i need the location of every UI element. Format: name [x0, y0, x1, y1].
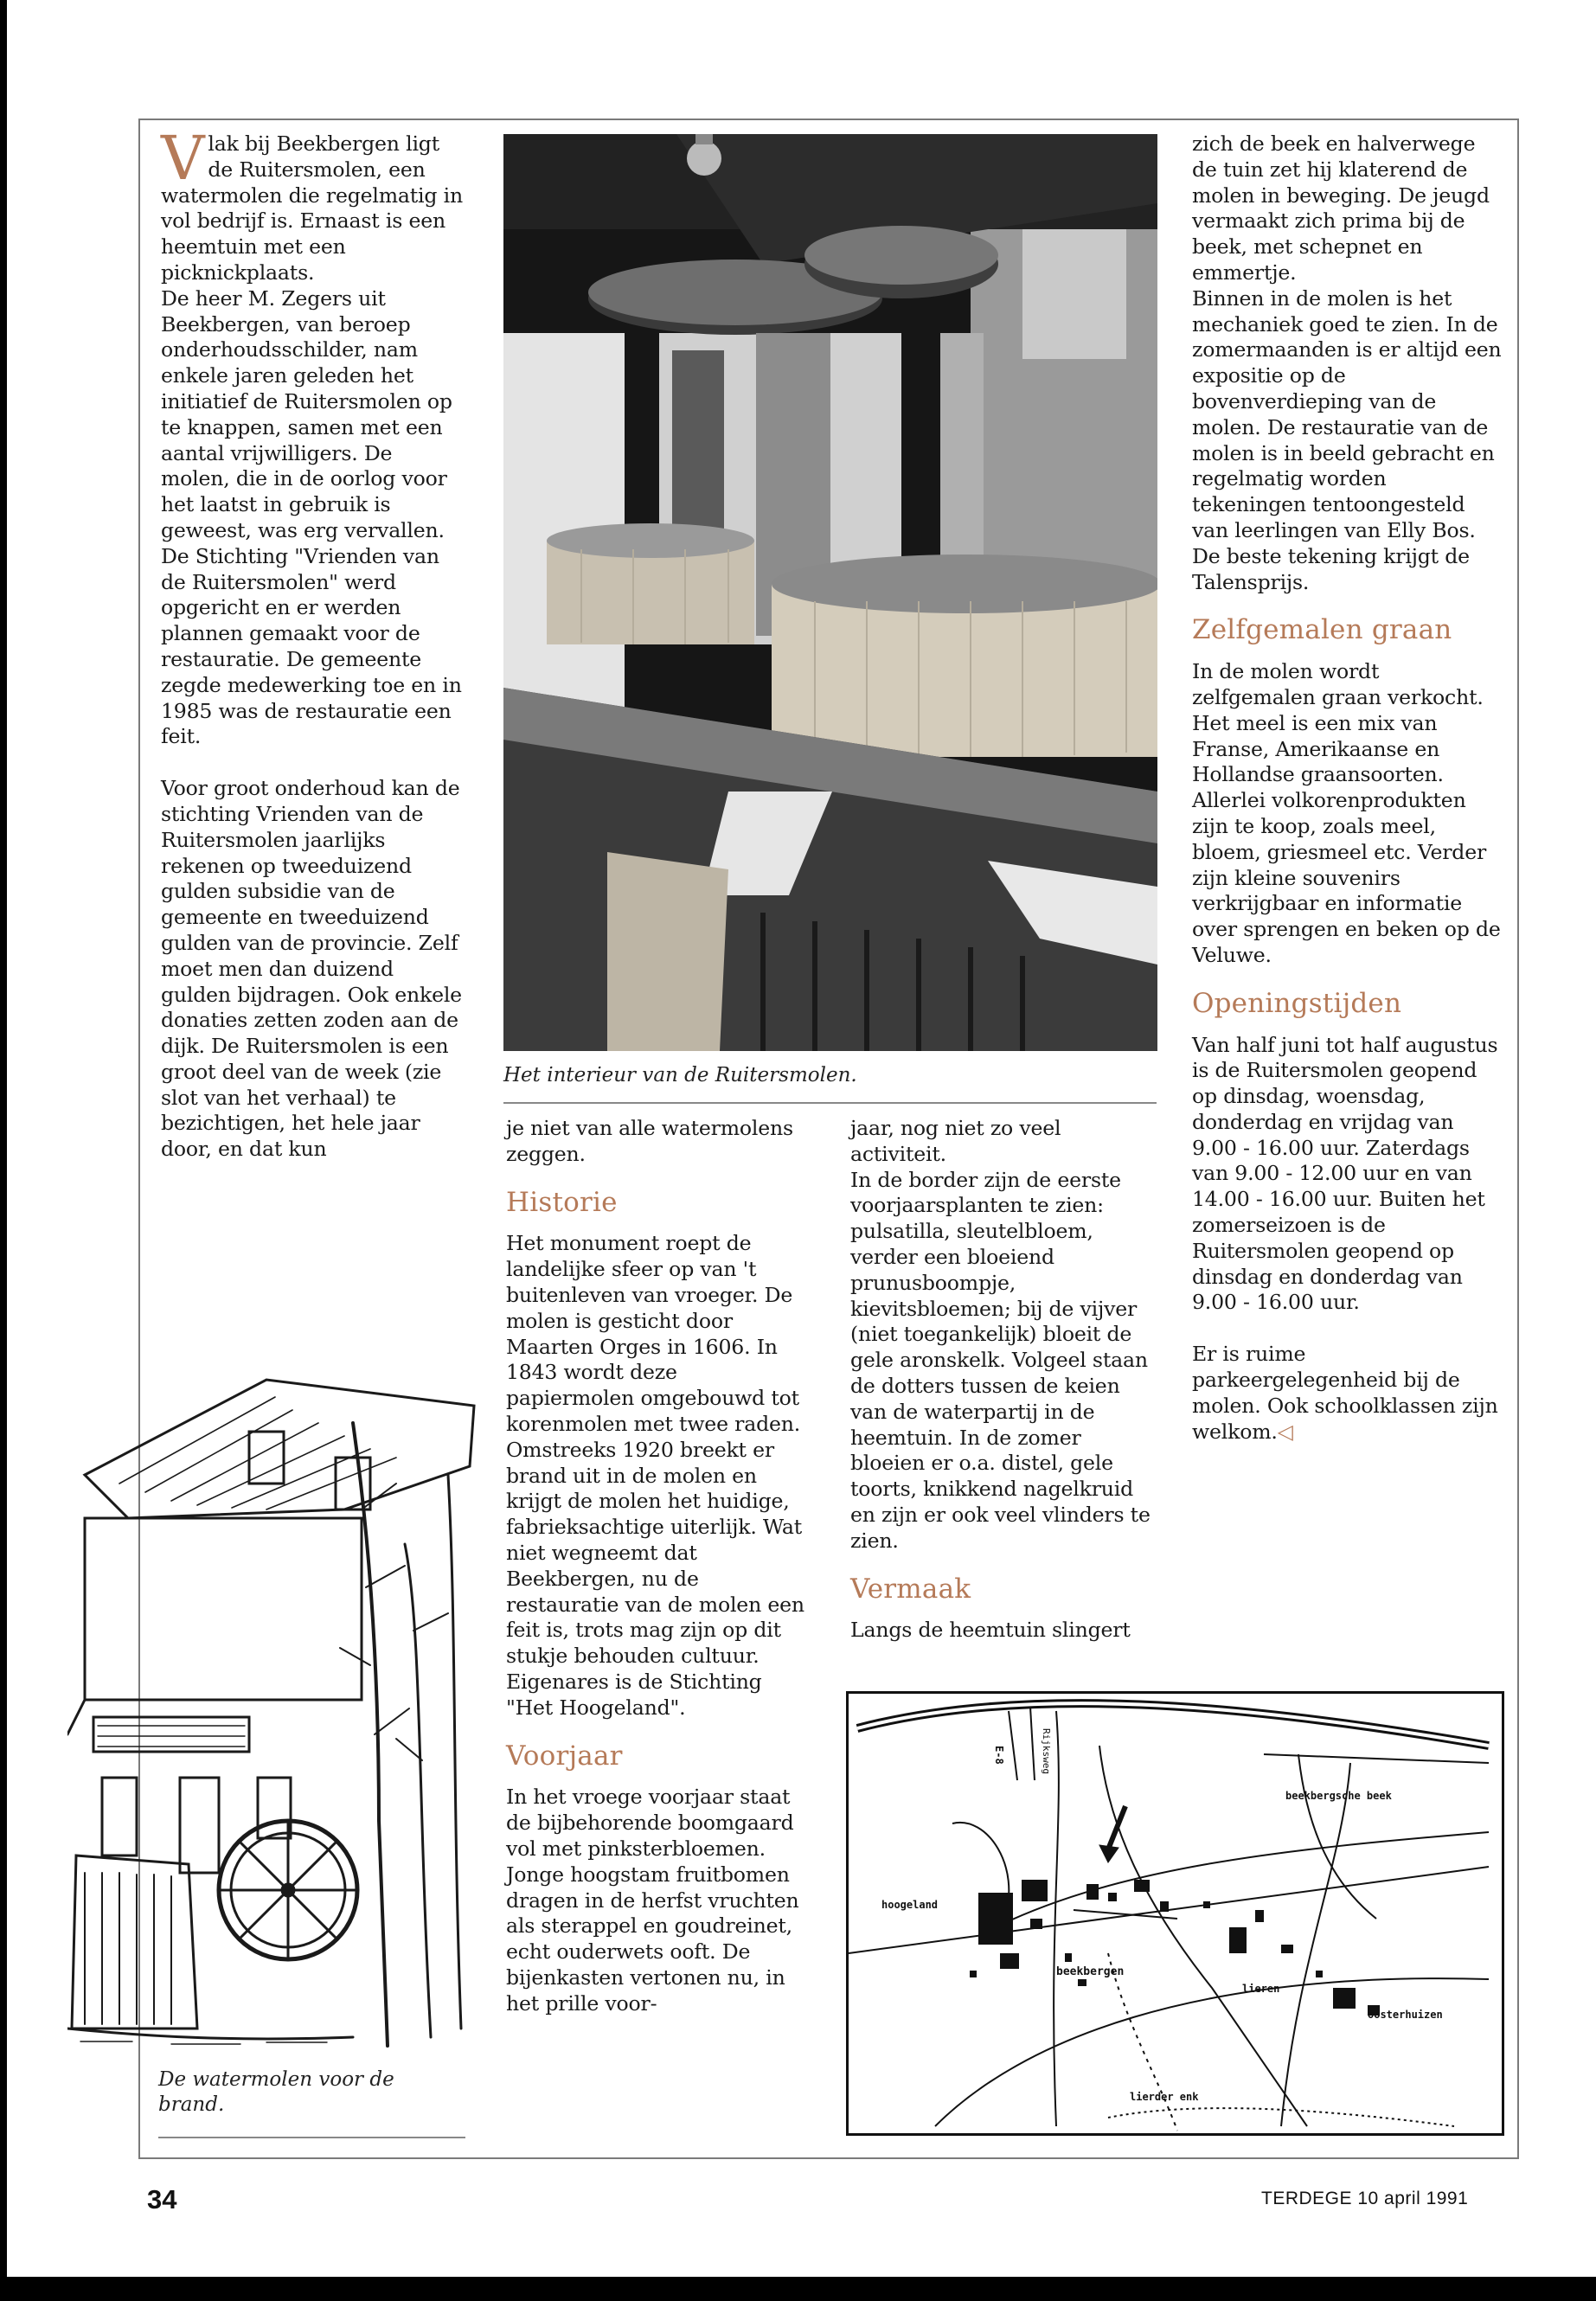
intro-paragraph: Vlak bij Beekbergen ligt de Ruitersmolen, een watermolen die regelmatig in vol bedrijf is. Ernaast is een heemtuin met een picknickplaats.	[161, 123, 463, 285]
heading-voorjaar: Voorjaar	[506, 1740, 623, 1772]
heading-openingstijden: Openingstijden	[1192, 987, 1402, 1019]
map-label-beekbergen: beekbergen	[1056, 1965, 1125, 1978]
magazine-name: TERDEGE	[1261, 2189, 1353, 2208]
map-label-beekbergsche: beekbergsche beek	[1285, 1790, 1392, 1802]
column-4	[1192, 131, 1503, 1445]
column-1	[161, 123, 465, 1163]
drawing-rule	[158, 2137, 465, 2138]
column-2	[506, 1116, 809, 2017]
location-map	[846, 1691, 1504, 2136]
paragraph: Langs de heemtuin slingert	[850, 1618, 1131, 1643]
map-label-lieren: lieren	[1242, 1983, 1280, 1995]
paragraph: In het vroege voorjaar staat de bijbehorende boomgaard vol met pinksterbloemen. Jonge hoogstam fruitbomen dragen in de herfst vruchten als sterappel en goudreinet, echt ouderwets ooft. De bijenkasten vertonen nu, in het prille voor-	[506, 1785, 799, 2016]
closing-paragraph: Er is ruime parkeergelegenheid bij de molen. Ook schoolklassen zijn welkom.◁	[1192, 1342, 1498, 1444]
heading-historie: Historie	[506, 1186, 618, 1218]
drop-cap: V	[161, 123, 205, 194]
end-mark: ◁	[1277, 1419, 1293, 1444]
paragraph: Binnen in de molen is het mechaniek goed te zien. In de zomermaanden is er altijd een expositie op de bovenverdieping van de molen. De restauratie van de molen is in beeld gebracht en regelmatig worden tekeningen tentoongesteld van leerlingen van Elly Bos. De beste tekening krijgt de Talensprijs.	[1192, 285, 1502, 594]
map-label-lierder-enk: lierder enk	[1130, 2091, 1199, 2103]
magazine-page	[7, 0, 1596, 2277]
map-label-hoogeland: hoogeland	[881, 1899, 939, 1911]
drawing-caption: De watermolen voor de brand.	[158, 2068, 394, 2116]
paragraph: zich de beek en halverwege de tuin zet hij klaterend de molen in beweging. De jeugd vermaakt zich prima bij de beek, met schepnet en emmertje.	[1192, 131, 1490, 285]
paragraph: In de border zijn de eerste voorjaarsplanten te zien: pulsatilla, sleutelbloem, verder een bloeiend prunusboompje, kievitsbloemen; bij de vijver (niet toegankelijk) bloeit de gele aronskelk. Volgeel staan de dotters tussen de keien van de waterpartij in de heemtuin. In de zomer bloeien er o.a. distel, gele toorts, knikkend nagelkruid en zijn er ook veel vlinders te zien.	[850, 1167, 1151, 1553]
mill-interior-photo	[503, 134, 1157, 1051]
heading-zelfgemalen-graan: Zelfgemalen graan	[1192, 614, 1452, 646]
column-3	[850, 1116, 1155, 1644]
issue-date: 10 april 1991	[1357, 2189, 1469, 2208]
magazine-footer	[1261, 2189, 1468, 2209]
page-number: 34	[147, 2184, 177, 2214]
map-label-rijksweg: Rijksweg	[1041, 1728, 1052, 1774]
paragraph: Van half juni tot half augustus is de Ruitersmolen geopend op dinsdag, woensdag, donderdag en vrijdag van 9.00 - 16.00 uur. Zaterdags van 9.00 - 12.00 uur en van 14.00 - 16.00 uur. Buiten het zomerseizoen is de Ruitersmolen geopend op dinsdag en donderdag van 9.00 - 16.00 uur.	[1192, 1032, 1498, 1315]
watermill-drawing	[67, 1371, 478, 2050]
caption-rule	[503, 1102, 1157, 1104]
paragraph: Voor groot onderhoud kan de stichting Vrienden van de Ruitersmolen jaarlijks rekenen op tweeduizend gulden subsidie van de gemeente en tweeduizend gulden van de provincie. Zelf moet men dan duizend gulden bijdragen. Ook enkele donaties zetten zoden aan de dijk. De Ruitersmolen is een groot deel van de week (zie slot van het verhaal) te bezichtigen, het hele jaar door, en dat kun	[161, 776, 462, 1162]
map-label-e8: E-8	[993, 1746, 1005, 1765]
photo-caption: Het interieur van de Ruitersmolen.	[503, 1064, 857, 1086]
paragraph: Het monument roept de landelijke sfeer op van 't buitenleven van vroeger. De molen is gesticht door Maarten Orges in 1606. In 1843 wordt deze papiermolen omgebouwd tot korenmolen met twee raden. Omstreeks 1920 breekt er brand uit in de molen en krijgt de molen het huidige, fabrieksachtige uiterlijk. Wat niet wegneemt dat Beekbergen, nu de restauratie van de molen een feit is, trots mag zijn op dit stukje behouden cultuur. Eigenares is de Stichting "Het Hoogeland".	[506, 1231, 804, 1720]
heading-vermaak: Vermaak	[850, 1573, 971, 1605]
paragraph: jaar, nog niet zo veel activiteit.	[850, 1116, 1061, 1166]
paragraph: De heer M. Zegers uit Beekbergen, van beroep onderhoudsschilder, nam enkele jaren geleden het initiatief de Ruitersmolen op te knappen, samen met een aantal vrijwilligers. De molen, die in de oorlog voor het laatst in gebruik is geweest, was erg vervallen. De Stichting "Vrienden van de Ruitersmolen" werd opgericht en er werden plannen gemaakt voor de restauratie. De gemeente zegde medewerking toe en in 1985 was de restauratie een feit.	[161, 285, 462, 749]
map-label-oosterhuizen: oosterhuizen	[1368, 2009, 1443, 2021]
paragraph: je niet van alle watermolens zeggen.	[506, 1116, 793, 1166]
paragraph: In de molen wordt zelfgemalen graan verkocht. Het meel is een mix van Franse, Amerikaanse en Hollandse graansoorten. Allerlei volkorenprodukten zijn te koop, zoals meel, bloem, griesmeel etc. Verder zijn kleine souvenirs verkrijgbaar en informatie over sprengen en beken op de Veluwe.	[1192, 659, 1501, 967]
